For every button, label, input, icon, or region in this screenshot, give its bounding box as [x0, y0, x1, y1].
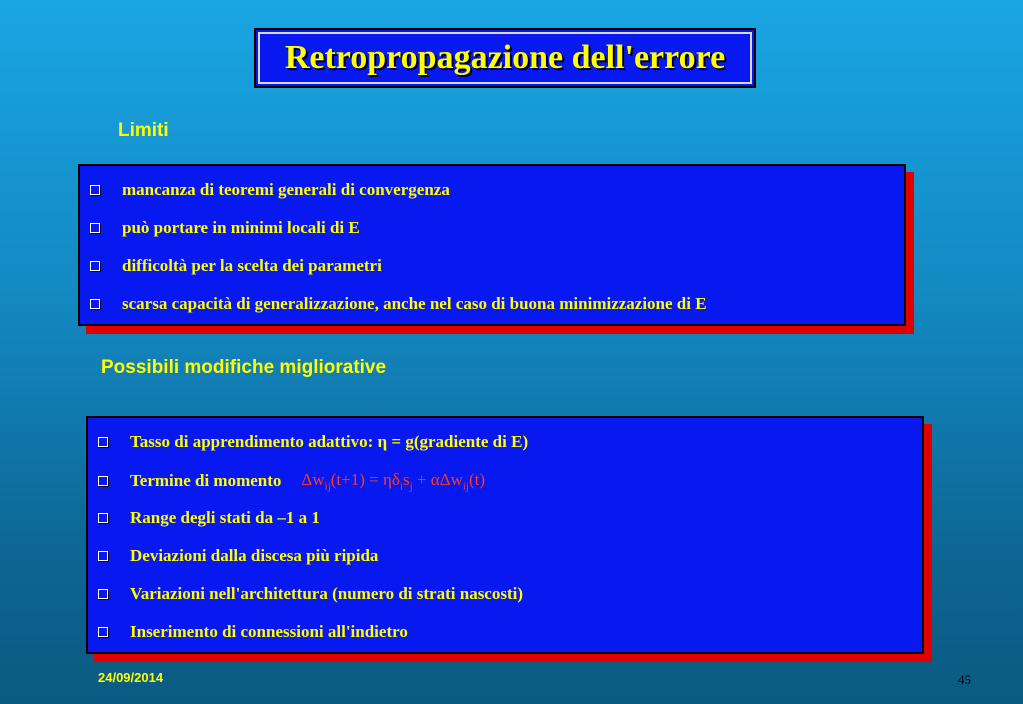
list-item — [90, 218, 360, 238]
list-item-text: può portare in minimi locali di E — [122, 218, 360, 237]
page-number: 45 — [958, 672, 971, 687]
limiti-box — [78, 164, 906, 326]
checkbox-bullet-icon — [98, 437, 108, 447]
list-item — [90, 256, 382, 276]
list-item — [98, 546, 378, 566]
modifiche-box — [86, 416, 924, 654]
list-item-text: Deviazioni dalla discesa più ripida — [130, 546, 379, 565]
list-item — [90, 180, 450, 200]
checkbox-bullet-icon — [98, 551, 108, 561]
list-item — [98, 584, 523, 604]
list-item-text: difficoltà per la scelta dei parametri — [122, 256, 382, 275]
checkbox-bullet-icon — [98, 589, 108, 599]
list-item-text: Tasso di apprendimento adattivo: η = g(gradiente di E) — [130, 432, 529, 451]
checkbox-bullet-icon — [98, 513, 108, 523]
checkbox-bullet-icon — [90, 185, 100, 195]
section-heading-limiti: Limiti — [118, 120, 169, 141]
checkbox-bullet-icon — [90, 299, 100, 309]
list-item — [98, 470, 485, 492]
checkbox-bullet-icon — [98, 627, 108, 637]
list-item-text: scarsa capacità di generalizzazione, anche nel caso di buona minimizzazione di E — [122, 294, 707, 313]
list-item — [98, 432, 528, 452]
list-item-text: Range degli stati da –1 a 1 — [130, 508, 320, 527]
list-item-text: Termine di momento — [130, 471, 282, 491]
checkbox-bullet-icon — [90, 223, 100, 233]
list-item-text: Variazioni nell'architettura (numero di strati nascosti) — [130, 584, 524, 603]
slide-title: Retropropagazione dell'errore — [284, 39, 726, 76]
list-item-text: mancanza di teoremi generali di convergenza — [122, 180, 450, 199]
section-heading-modifiche: Possibili modifiche migliorative — [101, 357, 387, 378]
list-item-text: Inserimento di connessioni all'indietro — [130, 622, 408, 641]
list-item — [90, 294, 707, 314]
list-item — [98, 622, 408, 642]
checkbox-bullet-icon — [98, 476, 108, 486]
momentum-formula: $\Delta w_{ij}(t+1) = \eta\delta_is_j + \alpha\Delta w_{ij}(t)$ — [301, 470, 486, 493]
title-box — [254, 28, 756, 88]
checkbox-bullet-icon — [90, 261, 100, 271]
list-item — [98, 508, 320, 528]
footer-date: 24/09/2014 — [98, 670, 164, 685]
